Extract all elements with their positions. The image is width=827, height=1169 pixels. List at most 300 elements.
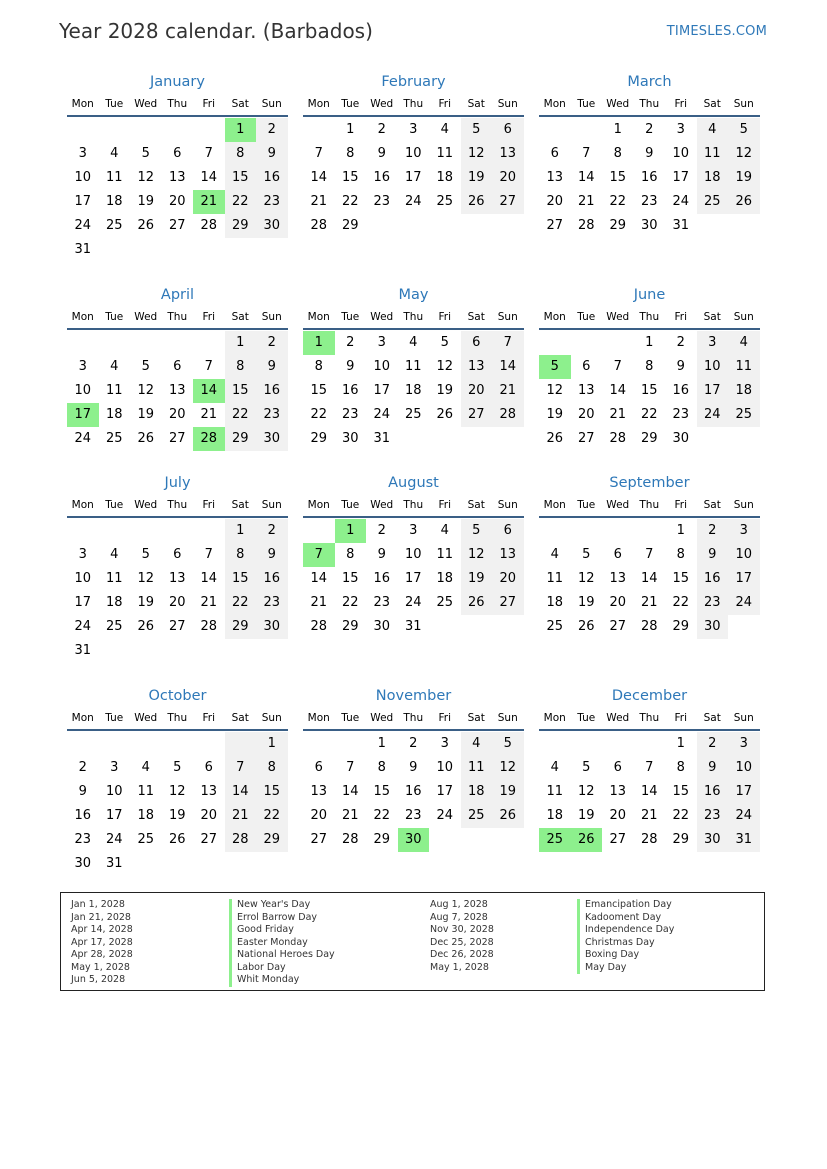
day-cell: 17	[404, 170, 422, 185]
day-cell: 16	[74, 808, 92, 823]
legend-date: Jan 21, 2028	[71, 911, 131, 923]
day-cell: 21	[310, 595, 328, 610]
day-cell: 27	[492, 591, 524, 615]
weekday-label: Wed	[134, 311, 158, 323]
day-cell: 22	[672, 808, 690, 823]
day-cell: 4	[440, 523, 449, 538]
day-cell: 19	[137, 194, 155, 209]
month-april	[67, 285, 288, 451]
day-cell: 22	[341, 194, 359, 209]
day-cell: 3	[697, 331, 729, 355]
empty-cell	[162, 732, 194, 756]
weekday-label: Fri	[202, 712, 215, 724]
day-cell: 18	[404, 383, 422, 398]
day-cell: 26	[436, 407, 454, 422]
day-cell: 31	[672, 218, 690, 233]
weekday-label: Wed	[370, 311, 394, 323]
day-cell: 1	[225, 519, 257, 543]
month-name: October	[148, 688, 207, 704]
day-cell: 15	[609, 170, 627, 185]
holiday-legend	[60, 892, 765, 991]
day-cell: 20	[168, 407, 186, 422]
day-cell: 25	[461, 804, 493, 828]
day-cell: 7	[346, 760, 355, 775]
month-august	[303, 473, 524, 639]
day-cell: 5	[141, 146, 150, 161]
weekday-label: Sun	[497, 499, 518, 511]
day-cell: 14	[609, 383, 627, 398]
day-cell: 22	[640, 407, 658, 422]
day-cell: 18	[436, 571, 454, 586]
day-cell: 12	[168, 784, 186, 799]
holiday-day-cell: 30	[398, 828, 430, 852]
weekday-label: Wed	[134, 712, 158, 724]
day-cell: 13	[546, 170, 564, 185]
weekday-label: Sat	[231, 98, 249, 110]
weekday-label: Mon	[307, 311, 330, 323]
day-cell: 23	[341, 407, 359, 422]
day-cell: 13	[200, 784, 218, 799]
month-june	[539, 285, 760, 451]
day-cell: 11	[436, 146, 454, 161]
day-cell: 29	[310, 431, 328, 446]
legend-holiday-name: Good Friday	[229, 924, 335, 937]
legend-date: Aug 1, 2028	[430, 899, 488, 910]
day-cell: 4	[550, 547, 559, 562]
legend-holiday-name: Independence Day	[577, 924, 674, 937]
empty-cell	[193, 519, 225, 543]
weekday-label: Mon	[543, 311, 566, 323]
empty-cell	[130, 118, 162, 142]
weekday-label: Wed	[606, 311, 630, 323]
day-cell: 17	[74, 595, 92, 610]
weekday-label: Sat	[231, 499, 249, 511]
weekday-label: Mon	[543, 499, 566, 511]
day-cell: 24	[74, 218, 92, 233]
day-cell: 21	[492, 379, 524, 403]
empty-cell	[571, 519, 603, 543]
weekday-header	[303, 498, 524, 518]
day-cell: 17	[728, 567, 760, 591]
day-cell: 24	[697, 403, 729, 427]
day-cell: 31	[728, 828, 760, 852]
day-cell: 27	[577, 431, 595, 446]
day-cell: 16	[404, 784, 422, 799]
day-cell: 12	[137, 571, 155, 586]
day-cell: 8	[225, 543, 257, 567]
day-cell: 29	[225, 427, 257, 451]
day-cell: 7	[314, 146, 323, 161]
weekday-label: Tue	[341, 499, 360, 511]
site-link[interactable]: TIMESLES.COM	[666, 24, 767, 39]
day-cell: 30	[697, 615, 729, 639]
day-cell: 6	[204, 760, 213, 775]
day-cell: 4	[550, 760, 559, 775]
day-cell: 24	[404, 194, 422, 209]
weekday-label: Wed	[606, 712, 630, 724]
weekday-label: Thu	[403, 311, 424, 323]
day-cell: 4	[110, 146, 119, 161]
day-cell: 11	[546, 571, 564, 586]
day-cell: 27	[168, 431, 186, 446]
day-cell: 18	[546, 808, 564, 823]
day-cell: 23	[74, 832, 92, 847]
day-cell: 29	[609, 218, 627, 233]
day-cell: 20	[577, 407, 595, 422]
day-cell: 10	[728, 756, 760, 780]
day-cell: 22	[225, 403, 257, 427]
holiday-day-cell: 1	[225, 118, 257, 142]
empty-cell	[303, 118, 335, 142]
weekday-label: Thu	[167, 499, 188, 511]
day-cell: 8	[676, 547, 685, 562]
day-cell: 11	[728, 355, 760, 379]
weekday-label: Thu	[639, 98, 660, 110]
day-cell: 10	[74, 170, 92, 185]
day-cell: 14	[341, 784, 359, 799]
day-grid	[539, 118, 760, 238]
day-cell: 14	[200, 170, 218, 185]
empty-cell	[193, 732, 225, 756]
empty-cell	[99, 331, 131, 355]
day-cell: 12	[461, 543, 493, 567]
day-cell: 9	[377, 146, 386, 161]
day-cell: 20	[492, 166, 524, 190]
day-cell: 16	[256, 567, 288, 591]
day-cell: 9	[256, 142, 288, 166]
day-cell: 22	[373, 808, 391, 823]
weekday-label: Tue	[577, 712, 596, 724]
day-cell: 6	[492, 118, 524, 142]
day-cell: 28	[200, 218, 218, 233]
day-cell: 16	[256, 379, 288, 403]
month-name: August	[388, 475, 439, 491]
day-cell: 22	[341, 595, 359, 610]
month-name: March	[627, 74, 672, 90]
day-grid	[539, 331, 760, 451]
day-cell: 3	[728, 519, 760, 543]
day-cell: 18	[436, 170, 454, 185]
legend-date: Aug 7, 2028	[430, 911, 488, 923]
day-cell: 15	[672, 571, 690, 586]
day-cell: 2	[676, 335, 685, 350]
day-cell: 9	[346, 359, 355, 374]
day-cell: 24	[436, 808, 454, 823]
day-cell: 29	[373, 832, 391, 847]
weekday-label: Thu	[167, 712, 188, 724]
day-cell: 18	[728, 379, 760, 403]
legend-date: Dec 25, 2028	[430, 936, 494, 948]
legend-date: Jun 5, 2028	[71, 974, 126, 985]
weekday-label: Sun	[261, 499, 282, 511]
holiday-day-cell: 28	[193, 427, 225, 451]
day-cell: 13	[609, 784, 627, 799]
day-cell: 11	[697, 142, 729, 166]
weekday-label: Sun	[261, 712, 282, 724]
holiday-day-cell: 14	[193, 379, 225, 403]
day-cell: 5	[141, 359, 150, 374]
weekday-header	[67, 97, 288, 117]
month-may	[303, 285, 524, 451]
day-cell: 10	[404, 146, 422, 161]
day-cell: 21	[200, 595, 218, 610]
day-cell: 25	[436, 194, 454, 209]
day-cell: 23	[373, 194, 391, 209]
holiday-day-cell: 1	[335, 519, 367, 543]
day-cell: 5	[582, 547, 591, 562]
legend-date: Apr 17, 2028	[71, 936, 133, 948]
empty-cell	[162, 331, 194, 355]
day-cell: 27	[609, 619, 627, 634]
day-cell: 27	[492, 190, 524, 214]
day-cell: 21	[640, 808, 658, 823]
day-cell: 17	[697, 379, 729, 403]
weekday-label: Tue	[577, 499, 596, 511]
day-cell: 28	[577, 218, 595, 233]
month-name: February	[381, 74, 446, 90]
day-cell: 27	[200, 832, 218, 847]
day-cell: 17	[436, 784, 454, 799]
day-cell: 4	[110, 359, 119, 374]
day-cell: 26	[546, 431, 564, 446]
day-cell: 12	[461, 142, 493, 166]
day-cell: 23	[697, 804, 729, 828]
day-cell: 25	[105, 218, 123, 233]
weekday-label: Mon	[543, 712, 566, 724]
day-cell: 26	[492, 804, 524, 828]
legend-dates-right	[430, 899, 494, 974]
weekday-label: Fri	[674, 311, 687, 323]
weekday-header	[303, 97, 524, 117]
day-cell: 10	[74, 571, 92, 586]
weekday-label: Fri	[202, 311, 215, 323]
day-cell: 11	[105, 383, 123, 398]
day-cell: 19	[436, 383, 454, 398]
day-cell: 15	[341, 170, 359, 185]
day-cell: 29	[341, 619, 359, 634]
day-cell: 10	[404, 547, 422, 562]
page-title: Year 2028 calendar. (Barbados)	[59, 19, 373, 43]
day-cell: 19	[137, 595, 155, 610]
day-cell: 4	[440, 122, 449, 137]
day-cell: 13	[168, 571, 186, 586]
day-cell: 1	[256, 732, 288, 756]
day-cell: 10	[697, 355, 729, 379]
weekday-label: Fri	[438, 712, 451, 724]
empty-cell	[571, 331, 603, 355]
day-cell: 12	[577, 784, 595, 799]
day-cell: 6	[582, 359, 591, 374]
day-cell: 21	[225, 804, 257, 828]
day-cell: 30	[341, 431, 359, 446]
day-cell: 7	[204, 146, 213, 161]
weekday-label: Tue	[341, 311, 360, 323]
day-cell: 22	[256, 804, 288, 828]
empty-cell	[193, 331, 225, 355]
day-cell: 20	[461, 379, 493, 403]
day-cell: 21	[609, 407, 627, 422]
day-cell: 24	[728, 804, 760, 828]
day-cell: 2	[377, 122, 386, 137]
day-cell: 16	[373, 571, 391, 586]
day-grid	[67, 732, 288, 876]
weekday-header	[303, 310, 524, 330]
day-cell: 26	[461, 190, 493, 214]
day-cell: 7	[645, 760, 654, 775]
day-cell: 10	[436, 760, 454, 775]
empty-cell	[67, 331, 99, 355]
day-cell: 28	[310, 619, 328, 634]
month-september	[539, 473, 760, 639]
weekday-label: Mon	[71, 712, 94, 724]
day-cell: 7	[613, 359, 622, 374]
legend-holiday-name: May Day	[577, 962, 674, 975]
day-cell: 22	[672, 595, 690, 610]
day-cell: 22	[225, 591, 257, 615]
day-cell: 5	[173, 760, 182, 775]
day-cell: 29	[672, 619, 690, 634]
weekday-label: Thu	[639, 712, 660, 724]
legend-holiday-name: Boxing Day	[577, 949, 674, 962]
day-cell: 12	[137, 170, 155, 185]
day-cell: 6	[173, 146, 182, 161]
day-cell: 9	[78, 784, 87, 799]
day-cell: 16	[640, 170, 658, 185]
day-cell: 24	[105, 832, 123, 847]
day-cell: 7	[492, 331, 524, 355]
day-cell: 12	[577, 571, 595, 586]
day-cell: 17	[105, 808, 123, 823]
day-cell: 23	[640, 194, 658, 209]
day-cell: 9	[645, 146, 654, 161]
weekday-label: Thu	[403, 712, 424, 724]
day-cell: 19	[137, 407, 155, 422]
empty-cell	[539, 519, 571, 543]
day-cell: 9	[676, 359, 685, 374]
day-cell: 11	[546, 784, 564, 799]
month-july	[67, 473, 288, 663]
day-cell: 24	[74, 619, 92, 634]
day-cell: 16	[341, 383, 359, 398]
weekday-label: Sat	[467, 98, 485, 110]
day-cell: 20	[609, 595, 627, 610]
day-cell: 28	[200, 619, 218, 634]
day-cell: 24	[728, 591, 760, 615]
weekday-label: Tue	[341, 712, 360, 724]
day-cell: 14	[200, 571, 218, 586]
day-grid	[303, 118, 524, 238]
weekday-label: Sat	[231, 311, 249, 323]
empty-cell	[225, 732, 257, 756]
day-cell: 29	[640, 431, 658, 446]
empty-cell	[571, 732, 603, 756]
empty-cell	[539, 118, 571, 142]
legend-names-left	[229, 899, 335, 987]
legend-names-right	[577, 899, 674, 974]
day-cell: 1	[377, 736, 386, 751]
weekday-label: Sat	[467, 712, 485, 724]
day-cell: 24	[74, 431, 92, 446]
month-january	[67, 72, 288, 262]
day-cell: 8	[256, 756, 288, 780]
day-cell: 4	[697, 118, 729, 142]
legend-holiday-name: Labor Day	[229, 962, 335, 975]
day-cell: 23	[256, 190, 288, 214]
day-cell: 19	[577, 808, 595, 823]
day-cell: 27	[168, 619, 186, 634]
day-cell: 25	[105, 431, 123, 446]
day-cell: 16	[373, 170, 391, 185]
day-cell: 10	[728, 543, 760, 567]
day-grid	[67, 118, 288, 262]
day-cell: 4	[461, 732, 493, 756]
day-cell: 24	[373, 407, 391, 422]
day-cell: 25	[105, 619, 123, 634]
day-cell: 26	[728, 190, 760, 214]
day-cell: 18	[105, 407, 123, 422]
weekday-label: Thu	[639, 499, 660, 511]
day-cell: 19	[492, 780, 524, 804]
day-cell: 25	[546, 619, 564, 634]
weekday-label: Sun	[261, 311, 282, 323]
empty-cell	[303, 519, 335, 543]
day-cell: 11	[436, 547, 454, 562]
day-cell: 20	[310, 808, 328, 823]
day-cell: 17	[74, 194, 92, 209]
weekday-label: Mon	[307, 98, 330, 110]
empty-cell	[99, 118, 131, 142]
day-cell: 11	[105, 170, 123, 185]
day-cell: 11	[461, 756, 493, 780]
day-cell: 18	[461, 780, 493, 804]
day-cell: 7	[204, 359, 213, 374]
day-cell: 26	[137, 619, 155, 634]
weekday-label: Tue	[105, 98, 124, 110]
weekday-header	[539, 97, 760, 117]
month-name: January	[150, 74, 205, 90]
day-cell: 11	[404, 359, 422, 374]
day-cell: 8	[225, 142, 257, 166]
day-cell: 19	[461, 166, 493, 190]
day-cell: 2	[256, 331, 288, 355]
day-cell: 10	[105, 784, 123, 799]
day-cell: 6	[550, 146, 559, 161]
weekday-label: Tue	[577, 311, 596, 323]
day-cell: 18	[546, 595, 564, 610]
weekday-header	[303, 711, 524, 731]
day-cell: 30	[373, 619, 391, 634]
day-cell: 31	[105, 856, 123, 871]
day-cell: 31	[404, 619, 422, 634]
day-cell: 28	[609, 431, 627, 446]
day-cell: 6	[461, 331, 493, 355]
day-cell: 24	[404, 595, 422, 610]
day-cell: 18	[105, 194, 123, 209]
day-cell: 27	[609, 832, 627, 847]
day-cell: 8	[377, 760, 386, 775]
day-cell: 13	[461, 355, 493, 379]
day-cell: 5	[728, 118, 760, 142]
day-cell: 6	[314, 760, 323, 775]
day-grid	[303, 519, 524, 639]
day-cell: 8	[613, 146, 622, 161]
legend-date: Dec 26, 2028	[430, 949, 494, 960]
weekday-label: Mon	[543, 98, 566, 110]
day-cell: 31	[373, 431, 391, 446]
day-cell: 3	[728, 732, 760, 756]
weekday-label: Fri	[674, 712, 687, 724]
weekday-label: Sun	[261, 98, 282, 110]
